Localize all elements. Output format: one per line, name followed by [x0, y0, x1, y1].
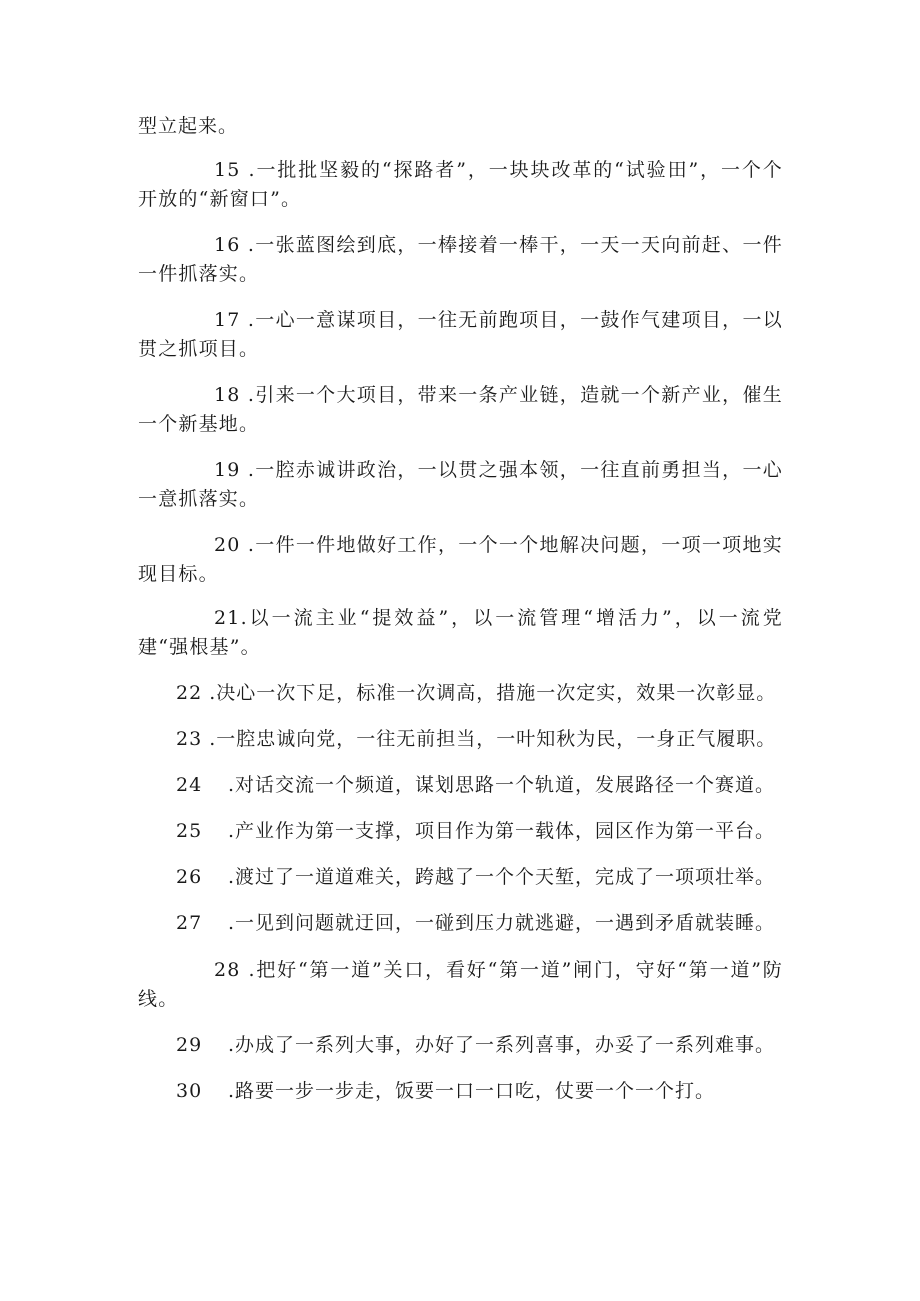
item-text: .决心一次下足，标准一次调高，措施一次定实，效果一次彰显。	[209, 682, 777, 704]
list-item-23	[176, 725, 776, 753]
item-text: .路要一步一步走，饭要一口一口吃，仗要一个一个打。	[228, 1080, 716, 1102]
item-text: .一张蓝图绘到底，一棒接着一棒干，一天一天向前赶、一件一件抓落实。	[138, 234, 783, 285]
item-number: 15	[214, 159, 241, 181]
list-item-15	[138, 156, 783, 214]
item-number: 19	[214, 459, 241, 481]
list-item-17	[138, 306, 783, 364]
item-number: 22	[176, 682, 203, 704]
list-item-28	[138, 956, 783, 1014]
item-text: .一腔忠诚向党，一往无前担当，一叶知秋为民，一身正气履职。	[209, 728, 777, 750]
list-item-21	[138, 604, 783, 662]
item-number: 16	[214, 234, 241, 256]
item-text: .一批批坚毅的“探路者”，一块块改革的“试验田”，一个个开放的“新窗口”。	[138, 159, 783, 210]
list-item-27	[176, 909, 775, 937]
list-item-30	[176, 1077, 715, 1105]
list-item-25	[176, 817, 775, 845]
item-number: 30	[176, 1080, 203, 1102]
item-number: 20	[214, 534, 241, 556]
list-item-29	[176, 1031, 775, 1059]
item-number: 24	[176, 774, 203, 796]
list-item-18	[138, 381, 783, 439]
item-number: 21	[214, 607, 241, 629]
item-text: .产业作为第一支撑，项目作为第一载体，园区作为第一平台。	[228, 820, 776, 842]
item-text: .把好“第一道”关口，看好“第一道”闸门，守好“第一道”防线。	[138, 959, 783, 1010]
item-text: .办成了一系列大事，办好了一系列喜事，办妥了一系列难事。	[228, 1034, 776, 1056]
list-item-20	[138, 531, 783, 589]
item-text: .一腔赤诚讲政治，一以贯之强本领，一往直前勇担当，一心一意抓落实。	[138, 459, 783, 510]
list-item-24	[176, 771, 775, 799]
list-item-22	[176, 679, 776, 707]
item-text: .渡过了一道道难关，跨越了一个个天堑，完成了一项项壮举。	[228, 866, 776, 888]
item-text: .引来一个大项目，带来一条产业链，造就一个新产业，催生一个新基地。	[138, 384, 783, 435]
item-number: 17	[214, 309, 241, 331]
item-number: 27	[176, 912, 203, 934]
list-item-26	[176, 863, 775, 891]
item-number: 18	[214, 384, 241, 406]
list-item-16	[138, 231, 783, 289]
item-number: 23	[176, 728, 203, 750]
lead-fragment: 型立起来。	[138, 115, 239, 137]
item-text: .一件一件地做好工作，一个一个地解决问题，一项一项地实现目标。	[138, 534, 783, 585]
item-number: 29	[176, 1034, 203, 1056]
item-number: 25	[176, 820, 203, 842]
item-number: 28	[214, 959, 241, 981]
item-text: .对话交流一个频道，谋划思路一个轨道，发展路径一个赛道。	[228, 774, 776, 796]
list-item-19	[138, 456, 783, 514]
item-text: .一见到问题就迂回，一碰到压力就逃避，一遇到矛盾就装睡。	[228, 912, 776, 934]
item-number: 26	[176, 866, 203, 888]
item-text: .一心一意谋项目，一往无前跑项目，一鼓作气建项目，一以贯之抓项目。	[138, 309, 783, 360]
item-text: .以一流主业“提效益”，以一流管理“增活力”，以一流党建“强根基”。	[138, 607, 783, 658]
